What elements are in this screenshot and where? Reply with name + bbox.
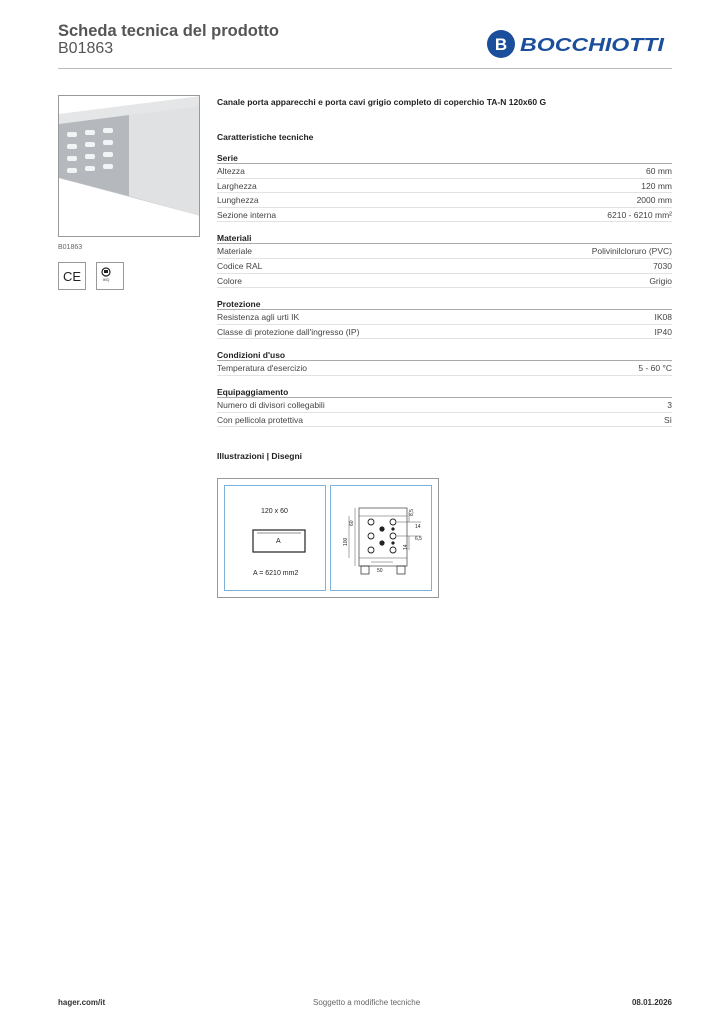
spec-label: Colore [217,275,243,286]
cross-section-drawing [224,485,326,591]
spec-value: 7030 [653,260,672,271]
spec-label: Larghezza [217,180,257,191]
spec-label: Resistenza agli urti IK [217,312,300,323]
spec-label: Codice RAL [217,260,263,271]
product-image [58,95,200,237]
footer-note: Soggetto a modifiche tecniche [313,998,421,1007]
dim-label: 60 [349,520,355,526]
spec-value: 3 [667,399,672,410]
product-code: B01863 [58,40,114,57]
spec-value: 5 - 60 °C [638,363,672,374]
footer-website: hager.com/it [58,998,106,1007]
spec-label: Materiale [217,246,252,257]
spec-label: Lunghezza [217,195,259,206]
spec-row [217,310,672,325]
section-condizioni [217,349,672,376]
specs-heading: Caratteristiche tecniche [217,132,314,142]
size-label: 120 x 60 [261,508,288,515]
spec-value: 120 mm [641,180,672,191]
section-title: Protezione [217,298,672,310]
spec-row [217,164,672,179]
area-label: A = 6210 mm2 [253,570,299,577]
spec-row [217,413,672,428]
dim-label: 100 [343,537,349,546]
ce-mark-text: CE [62,269,82,284]
spec-row [217,398,672,413]
spec-label: Altezza [217,166,245,176]
spec-value: IK08 [654,312,672,323]
spec-row [217,274,672,289]
product-name: Canale porta apparecchi e porta cavi grigio completo di coperchio TA-N 120x60 G [217,97,547,107]
spec-row [217,244,672,259]
page-title: Scheda tecnica del prodotto [58,22,279,40]
bocchiotti-logo [486,28,666,60]
imq-mark-icon [96,262,124,290]
header-divider [58,68,672,69]
spec-value: 60 mm [646,166,672,176]
spec-row [217,259,672,274]
section-protezione [217,298,672,339]
spec-row [217,193,672,208]
logo-wordmark: BOCCHIOTTI [520,35,666,55]
spec-row [217,179,672,194]
logo-badge-letter: B [494,35,508,54]
section-title: Condizioni d'uso [217,349,672,361]
spec-label: Classe di protezione dall'ingresso (IP) [217,326,360,337]
section-materiali [217,232,672,288]
section-title: Equipaggiamento [217,386,672,398]
spec-label: Numero di divisori collegabili [217,399,325,410]
specs-content [217,97,672,461]
spec-value: IP40 [654,326,672,337]
dim-label: 6,5 [415,536,422,542]
spec-row [217,361,672,376]
spec-row [217,208,672,223]
ce-mark-icon [58,262,86,290]
dim-label: 14 [403,544,409,550]
spec-row [217,325,672,340]
spec-value: 6210 - 6210 mm² [607,209,672,220]
spec-value: Grigio [649,275,672,286]
spec-label: Con pellicola protettiva [217,414,303,425]
illustrations-box [217,478,439,598]
hole-pattern-shape [331,486,433,592]
section-title: Serie [217,152,672,164]
spec-value: Sì [663,414,672,425]
area-letter: A [276,538,281,545]
hole-pattern-drawing [330,485,432,591]
imq-mark-text: IMQ [102,278,110,282]
section-title: Materiali [217,232,672,244]
spec-value: 2000 mm [636,195,672,206]
dim-label: 14 [415,524,421,530]
spec-label: Temperatura d'esercizio [217,363,307,374]
footer-date: 08.01.2026 [631,998,672,1007]
spec-label: Sezione interna [217,209,277,220]
illustrations-heading: Illustrazioni | Disegni [217,451,303,462]
dim-label: 8,5 [409,509,415,516]
dim-label: 50 [377,568,383,574]
image-caption: B01863 [58,244,83,251]
spec-value: Polivinilcloruro (PVC) [591,246,672,257]
section-equipaggiamento [217,386,672,427]
section-serie [217,152,672,222]
